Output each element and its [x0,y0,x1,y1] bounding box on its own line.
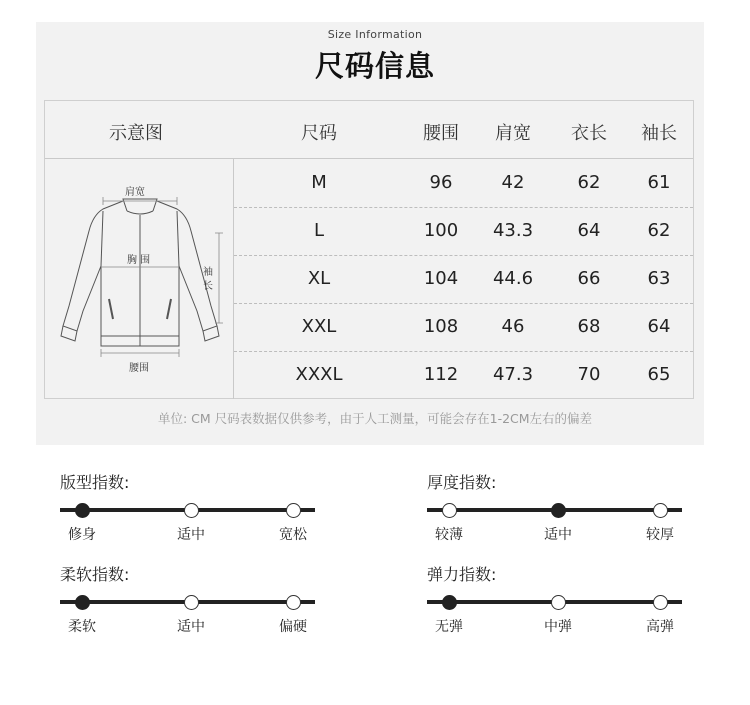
indicator-dot [184,503,199,518]
indicator-option: 较厚 [646,527,674,543]
cell-shoulder: 43.3 [492,220,534,241]
row-divider [234,303,693,304]
indicator-dot-selected [75,595,90,610]
cell-size: L [313,220,325,241]
cell-size: XXL [301,316,337,337]
indicator-option: 中弹 [544,619,572,635]
indicator-option: 柔软 [68,619,96,635]
cell-waist: 96 [429,172,453,193]
indicator-title: 厚度指数: [427,473,497,492]
cell-waist: 108 [423,316,459,337]
indicator-dot [653,503,668,518]
indicator-dot [184,595,199,610]
size-table [44,100,694,399]
indicator-title: 版型指数: [60,473,130,492]
indicator-dot-selected [442,595,457,610]
cell-length: 68 [577,316,601,337]
svg-text:袖: 袖 [203,267,213,278]
indicator-dot [653,595,668,610]
header-shoulder: 肩宽 [495,123,531,144]
label-waist: 腰围 [129,363,149,374]
indicator-option: 适中 [177,527,205,543]
row-divider [234,255,693,256]
cell-sleeve: 62 [647,220,671,241]
header-divider [45,158,693,159]
indicator-option: 修身 [68,527,96,543]
indicator-option: 较薄 [435,527,463,543]
label-shoulder: 肩宽 [125,187,145,198]
cell-sleeve: 61 [647,172,671,193]
header-length: 衣长 [571,123,607,144]
header-size: 尺码 [301,123,337,144]
table-note: 单位: CM 尺码表数据仅供参考，由于人工测量，可能会存在1-2CM左右的偏差 [157,411,593,426]
header-waist: 腰围 [423,123,459,144]
cell-sleeve: 63 [647,268,671,289]
indicator-dot-selected [551,503,566,518]
indicator-title: 弹力指数: [427,565,497,584]
indicator-option: 适中 [177,619,205,635]
label-sleeve [203,265,213,292]
indicator-dot [442,503,457,518]
cell-shoulder: 44.6 [492,268,534,289]
section-title: 尺码信息 [314,49,435,83]
cell-shoulder: 46 [501,316,525,337]
column-divider [233,159,234,399]
indicator-option: 高弹 [646,619,674,635]
cell-length: 64 [577,220,601,241]
indicator-title: 柔软指数: [60,565,130,584]
indicator-option: 适中 [544,527,572,543]
indicator-option: 偏硬 [279,619,307,635]
cell-shoulder: 42 [501,172,525,193]
cell-waist: 100 [423,220,459,241]
row-divider [234,351,693,352]
indicator-dot [286,595,301,610]
indicator-option: 无弹 [435,619,463,635]
cell-sleeve: 64 [647,316,671,337]
cell-waist: 104 [423,268,459,289]
section-subtitle: Size Information [327,28,423,41]
cell-shoulder: 47.3 [492,364,534,385]
indicator-dot [551,595,566,610]
jacket-diagram [51,171,227,396]
cell-size: XL [307,268,331,289]
cell-size: M [311,172,327,193]
svg-text:长: 长 [203,281,213,292]
row-divider [234,207,693,208]
label-chest: 胸 围 [127,255,151,266]
cell-sleeve: 65 [647,364,671,385]
header-sleeve: 袖长 [641,123,677,144]
indicator-option: 宽松 [279,527,307,543]
header-diagram: 示意图 [109,123,163,144]
indicator-dot-selected [75,503,90,518]
cell-length: 66 [577,268,601,289]
cell-size: XXXL [295,364,343,385]
cell-length: 70 [577,364,601,385]
indicator-dot [286,503,301,518]
cell-length: 62 [577,172,601,193]
cell-waist: 112 [423,364,459,385]
